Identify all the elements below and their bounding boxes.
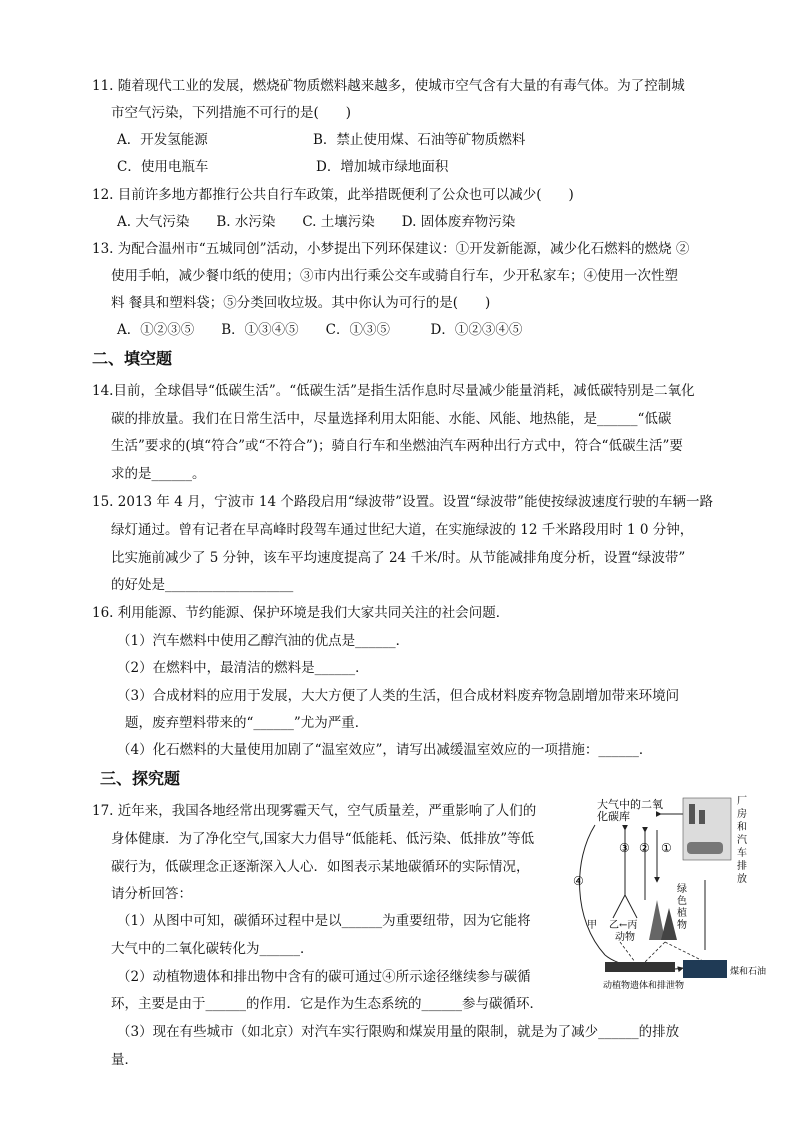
q17-part1-line1: （1）从图中可知，碳循环过程中是以______为重要纽带，因为它能将 — [117, 913, 531, 929]
q14-stem-line4: 求的是______。 — [111, 466, 206, 482]
q17-stem-line3: 碳行为，低碳理念正逐渐深入人心．如图表示某地碳循环的实际情况， — [111, 859, 530, 875]
diagram-label-atmosphere-2: 化碳库 — [597, 810, 630, 823]
diagram-factory-char: 厂 — [737, 796, 747, 807]
section-heading-fill-blank: 二、填空题 — [92, 349, 173, 368]
diagram-plants-char: 绿 — [677, 884, 687, 895]
q17-part3-line2: 量． — [111, 1052, 138, 1068]
q17-part1-line2: 大气中的二氧化碳转化为______． — [111, 941, 314, 957]
q17-part2-line2: 环，主要是由于______的作用．它是作为生态系统的______参与碳循环． — [111, 996, 543, 1012]
q11-stem-line1: 11. 随着现代工业的发展，燃烧矿物质燃料越来越多，使城市空气含有大量的有毒气体。为了控制城 — [92, 78, 685, 94]
q16-part3-line1: （3）合成材料的应用于发展，大大方便了人类的生活，但合成材料废弃物急剧增加带来环境问 — [117, 688, 680, 704]
diagram-step-3: ③ — [619, 841, 630, 855]
q12-stem: 12. 目前许多地方都推行公共自行车政策，此举措既便利了公众也可以减少( ) — [92, 187, 574, 203]
q14-stem-line1: 14.目前，全球倡导“低碳生活”。“低碳生活”是指生活作息时尽量减少能量消耗，减低碳特别是二氧化 — [92, 383, 695, 399]
q14-stem-line2: 碳的排放量。我们在日常生活中，尽量选择利用太阳能、水能、风能、地热能，是______“低碳 — [111, 411, 672, 427]
diagram-plants-char: 植 — [677, 908, 687, 919]
diagram-factory-char: 汽 — [737, 835, 747, 846]
q11-option-b: B．禁止使用煤、石油等矿物质燃料 — [313, 132, 526, 148]
diagram-plants-char: 色 — [677, 896, 687, 907]
q15-stem-line3: 比实施前减少了 5 分钟，该车平均速度提高了 24 千米/时。从节能减排角度分析，设置“绿波带” — [111, 550, 686, 566]
q13-stem-line1: 13. 为配合温州市“五城同创”活动，小梦提出下列环保建议：①开发新能源，减少化石燃料的燃烧 ② — [92, 241, 690, 257]
diagram-step-2: ② — [639, 841, 650, 855]
q13-stem-line3: 料 餐具和塑料袋；⑤分类回收垃圾。其中你认为可行的是( ) — [111, 295, 491, 311]
q11-option-d: D．增加城市绿地面积 — [316, 159, 449, 175]
carbon-cycle-diagram — [565, 790, 767, 995]
diagram-label-coal: 煤和石油 — [730, 967, 767, 977]
diagram-factory-char: 排 — [737, 861, 747, 872]
q16-part1: （1）汽车燃料中使用乙醇汽油的优点是______． — [117, 633, 410, 649]
coal-oil-icon — [683, 960, 727, 978]
q16-part4: （4）化石燃料的大量使用加剧了“温室效应”，请写出减缓温室效应的一项措施：______． — [117, 742, 653, 758]
q17-stem-line4: 请分析回答： — [111, 886, 192, 902]
diagram-plants-char: 物 — [677, 920, 687, 931]
diagram-factory-char: 房 — [737, 809, 747, 820]
q11-option-a: A．开发氢能源 — [117, 132, 208, 148]
q12-options: A. 大气污染 B. 水污染 C. 土壤污染 D. 固体废弃物污染 — [117, 214, 516, 230]
q17-part2-line1: （2）动植物遗体和排出物中含有的碳可通过④所示途径继续参与碳循 — [117, 969, 531, 985]
diagram-arrow-path — [580, 825, 605, 955]
diagram-step-1: ① — [661, 841, 672, 855]
section-heading-inquiry: 三、探究题 — [100, 769, 181, 788]
q16-stem: 16. 利用能源、节约能源、保护环境是我们大家共同关注的社会问题． — [92, 605, 510, 621]
diagram-factory-char: 车 — [737, 848, 747, 859]
q11-stem-line2: 市空气污染，下列措施不可行的是( ) — [111, 105, 352, 121]
q16-part3-line2: 题，废弃塑料带来的“______”尤为严重． — [125, 715, 369, 731]
q15-stem-line1: 15. 2013 年 4 月，宁波市 14 个路段启用“绿波带”设置。设置“绿波带”能使按绿波速度行驶的车辆一路 — [92, 494, 713, 510]
q13-stem-line2: 使用手帕，减少餐巾纸的使用；③市内出行乘公交车或骑自行车，少开私家车；④使用一次性塑 — [111, 268, 678, 284]
diagram-step-4: ④ — [573, 874, 584, 888]
diagram-factory-char: 和 — [737, 822, 747, 833]
q15-stem-line4: 的好处是___________________ — [111, 577, 294, 593]
q17-stem-line1: 17. 近年来，我国各地经常出现雾霾天气，空气质量差，严重影响了人们的 — [92, 803, 537, 819]
car-icon — [687, 842, 723, 854]
q17-part3-line1: （3）现在有些城市（如北京）对汽车实行限购和煤炭用量的限制，就是为了减少______的排放 — [117, 1024, 680, 1040]
diagram-label-remains: 动植物遗体和排泄物 — [603, 981, 685, 991]
diagram-factory-char: 放 — [737, 874, 747, 885]
q16-part2: （2）在燃料中，最清洁的燃料是______． — [117, 660, 369, 676]
q14-stem-line3: 生活”要求的(填“符合”或“不符合”)；骑自行车和坐燃油汽车两种出行方式中，符合“低碳生活”要 — [111, 438, 683, 454]
diagram-label-atmosphere-1: 大气中的二氧 — [597, 798, 663, 811]
q17-stem-line2: 身体健康．为了净化空气,国家大力倡导“低能耗、低污染、低排放”等低 — [111, 831, 535, 847]
diagram-label-animals-2: 动物 — [615, 932, 635, 943]
q13-options: A．①②③⑤ B．①③④⑤ C．①③⑤ D．①②③④⑤ — [117, 322, 523, 338]
remains-icon — [605, 962, 675, 972]
diagram-label-jia: 甲 — [587, 920, 597, 931]
q11-option-c: C．使用电瓶车 — [117, 159, 209, 175]
diagram-label-animals-1: 乙←丙 — [609, 920, 638, 931]
q15-stem-line2: 绿灯通过。曾有记者在早高峰时段驾车通过世纪大道，在实施绿波的 12 千米路段用时 1 0 分钟， — [111, 522, 694, 538]
